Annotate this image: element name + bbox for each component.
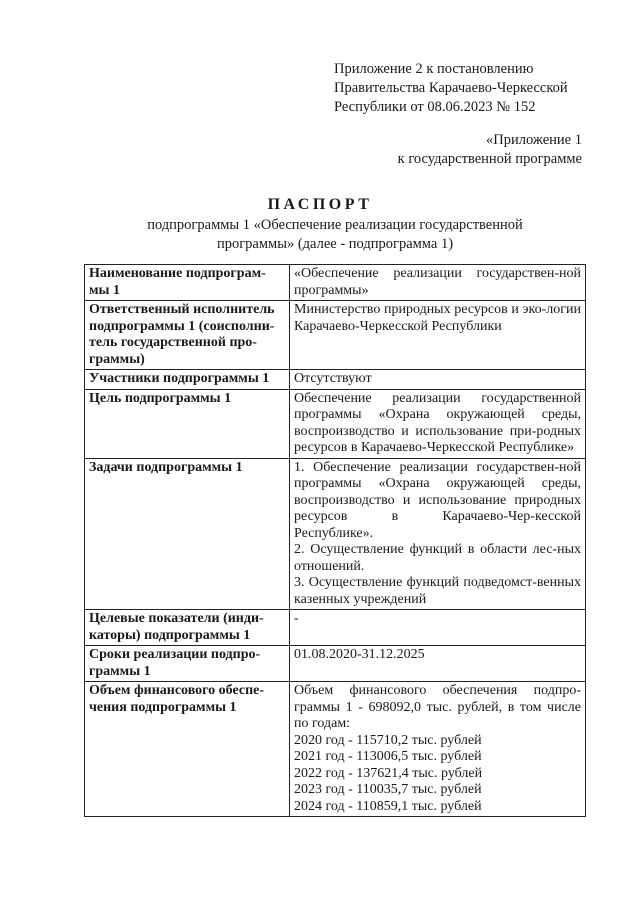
sub-appendix-header: [322, 131, 582, 169]
row-value-cell: [290, 682, 586, 817]
row-name-cell: Участники подпрограммы 1: [85, 370, 290, 390]
appendix-header: [334, 60, 568, 117]
row-value-cell: [290, 646, 586, 682]
document-title: ПАСПОРТ: [267, 196, 373, 213]
table-row: [85, 301, 586, 370]
row-value-cell: [290, 265, 586, 301]
row-name-cell: Наименование подпрограм-мы 1: [85, 265, 290, 301]
value-text: 1. Обеспечение реализации государствен-ной программы «Охрана окружающей среды, воспроизводство и использование природных ресурсов в Карачаево-Чер-кесской Республике».: [294, 459, 581, 541]
table-row: [85, 610, 586, 646]
row-value-cell: [290, 458, 586, 610]
value-text: 2023 год - 110035,7 тыс. рублей: [294, 782, 482, 797]
row-value-cell: [290, 389, 586, 458]
passport-table: [84, 264, 586, 817]
value-text: -: [294, 611, 299, 626]
value-text: 2021 год - 113006,5 тыс. рублей: [294, 749, 482, 764]
table-row: [85, 682, 586, 817]
row-name-cell: Объем финансового обеспе-чения подпрограммы 1: [85, 682, 290, 817]
value-text: 01.08.2020-31.12.2025: [294, 647, 425, 662]
subtitle-line: подпрограммы 1 «Обеспечение реализации государственной: [147, 217, 523, 233]
row-name-cell: Ответственный исполнитель подпрограммы 1 (соисполни-тель государственной про-граммы): [85, 301, 290, 370]
value-text: Обеспечение реализации государственной программы «Охрана окружающей среды, воспроизводство и использование при-родных ресурсов в Карачаево-Черкесской Республике»: [294, 390, 581, 455]
document-subtitle: [120, 216, 550, 254]
appendix-line: Республики от 08.06.2023 № 152: [334, 99, 536, 115]
row-name-cell: Целевые показатели (инди-каторы) подпрограммы 1: [85, 610, 290, 646]
row-name-cell: Сроки реализации подпро-граммы 1: [85, 646, 290, 682]
row-value-cell: [290, 301, 586, 370]
table-row: [85, 389, 586, 458]
appendix-line: Правительства Карачаево-Черкесской: [334, 80, 568, 96]
row-value-cell: [290, 610, 586, 646]
value-text: 2024 год - 110859,1 тыс. рублей: [294, 798, 482, 814]
value-text: 3. Осуществление функций подведомст-венных казенных учреждений: [294, 575, 581, 607]
table-row: [85, 458, 586, 610]
sub-appendix-line: «Приложение 1: [486, 132, 582, 148]
value-text: Министерство природных ресурсов и эко-логии Карачаево-Черкесской Республики: [294, 302, 581, 334]
value-text: 2020 год - 115710,2 тыс. рублей: [294, 732, 482, 748]
table-row: [85, 646, 586, 682]
row-value-cell: [290, 370, 586, 390]
appendix-line: Приложение 2 к постановлению: [334, 61, 534, 77]
row-name-cell: Задачи подпрограммы 1: [85, 458, 290, 610]
table-row: [85, 265, 586, 301]
value-text: 2022 год - 137621,4 тыс. рублей: [294, 765, 483, 781]
value-text: Объем финансового обеспечения подпро-граммы 1 - 698092,0 тыс. рублей, в том числе по годам:: [294, 683, 581, 731]
value-text: 2. Осуществление функций в области лес-ных отношений.: [294, 542, 581, 574]
sub-appendix-line: к государственной программе: [397, 151, 582, 167]
value-text: «Обеспечение реализации государствен-ной программы»: [294, 266, 581, 298]
subtitle-line: программы» (далее - подпрограмма 1): [216, 236, 454, 252]
value-text: Отсутствуют: [294, 371, 372, 386]
row-name-cell: Цель подпрограммы 1: [85, 389, 290, 458]
table-row: [85, 370, 586, 390]
